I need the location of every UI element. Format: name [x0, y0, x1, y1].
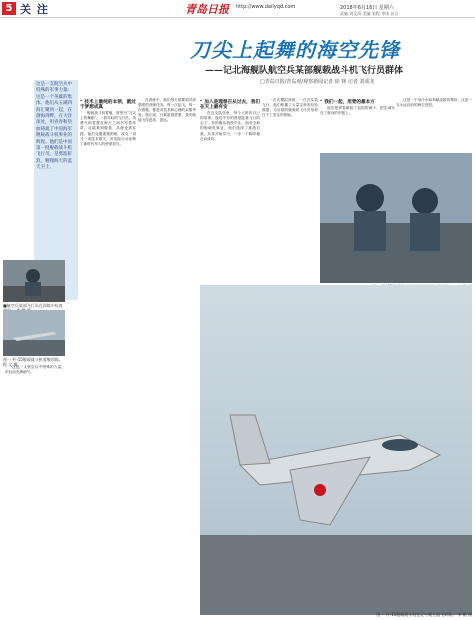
photo-j15-fighter	[200, 285, 472, 615]
column-6	[396, 98, 472, 152]
dateline: 2018年6月16日 星期六	[340, 5, 394, 11]
caption-left-photo-1: ■航空兵某部飞行员在训练中检查	[3, 303, 63, 308]
byline: □青岛日报/青岛观/观察新闻记者 徐 锋 记者 刘成龙	[260, 79, 375, 85]
newspaper-logo: 青岛日报	[185, 3, 229, 16]
page-number: 5	[2, 2, 16, 15]
caption-main-photo: 图一 歼-15舰载战斗机在辽宁舰上起飞训练。 李 鹏 摄	[376, 612, 472, 617]
column-3	[200, 98, 260, 278]
paragraph: 舰载战斗机着舰，被誉为“刀尖上的舞蹈”。一群年轻的飞行员，用勇气和智慧在海天之间书写着传奇。从陆基到舰基，从理论到实践，他们克服重重困难，攻克一项又一项技术难关，用实际行动诠释了新时代军人的使命担当。	[80, 111, 136, 146]
paragraph: 在训练中，他们每天都要面对高强度的训练任务。每一次起飞，每一次着舰，都是对技术和心理的双重考验。他们说，只要祖国需要，我们就能飞得更高、更远。	[138, 98, 196, 123]
column-5	[320, 98, 395, 152]
intro-text: 这是一支航空兵中特殊的军事力量；这是一个英雄的集体。他们从五湖四海汇聚到一起，在渤海湾畔，在大洋深处，用青春和热血铸就了中国海军舰载战斗机事业的辉煌。他们是中国第一批舰载战斗机飞行员，是劈波斩浪、翱翔海天的蓝天卫士。	[36, 82, 72, 171]
section-heading: “ 技术上最纯的本领，就过于梦想成真	[80, 100, 136, 111]
website-url[interactable]: http://www.dailyqd.com	[236, 4, 296, 10]
column-left-lower	[5, 365, 65, 615]
paragraph: 这是一个用汗水和奉献浇筑的集体，这是一支永远向前的海空劲旅。	[396, 98, 472, 108]
photo-landing	[3, 310, 65, 356]
paragraph: 在这支队伍里，每个人都有自己的故事。他们中有的曾是陆基飞行的尖子，有的刚从航校毕业。面对全新的舰载机事业，他们选择了挑战自我，从零开始学习，一步一个脚印地走向成功。	[200, 111, 260, 141]
column-2	[138, 98, 196, 613]
editor-credits: 责编 刘文清 美编 张程 审读 孙言	[340, 11, 399, 16]
headline: 刀尖上起舞的海空先锋	[190, 38, 400, 62]
photo-pilots-preparing	[320, 153, 472, 283]
column-1	[80, 98, 136, 613]
column-4	[262, 98, 318, 278]
paragraph: 一次次模拟训练，一次次实装飞行，他们积累了大量宝贵的经验数据，为后续的舰载机飞行员培养打下了坚实的基础。	[262, 98, 318, 118]
section-title: 关 注	[20, 3, 49, 16]
section-heading: “ 加入是理想召从过去，我们在天上最有安	[200, 100, 260, 111]
paragraph: 他们把青春献给了祖国的海天，把忠诚写在了航母的甲板上。	[320, 106, 395, 116]
caption-left-photo-2: 图一 歼-15舰载战斗机着舰训练。 程 文 摄	[3, 357, 63, 367]
photo-pilot-inspection	[3, 260, 65, 302]
section-heading: “ 我们一起，用青的最本方	[320, 100, 375, 105]
subheadline: ——记北海舰队航空兵某部舰载战斗机飞行员群体	[205, 66, 404, 76]
paragraph: 这是一支航空兵中特殊的力量，年轻而充满朝气。	[5, 365, 65, 375]
